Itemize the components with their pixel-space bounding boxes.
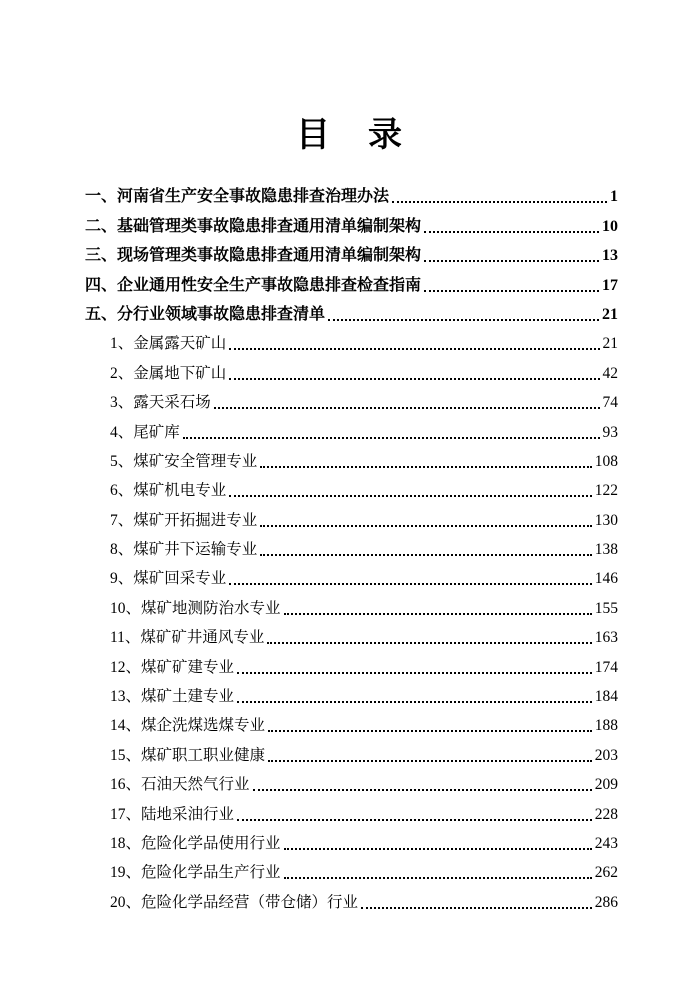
toc-entry[interactable] xyxy=(85,854,618,883)
toc-entry-label: 五、分行业领域事故隐患排查清单 xyxy=(85,305,326,323)
toc-entry-page-number: 286 xyxy=(594,893,618,911)
toc-entry-label: 7、煤矿开拓掘进专业 xyxy=(110,511,258,529)
toc-entry-page-number: 262 xyxy=(594,864,618,882)
dotted-leader xyxy=(229,378,599,380)
toc-entry-label: 2、金属地下矿山 xyxy=(110,364,227,382)
toc-entry[interactable] xyxy=(85,795,618,824)
page-title: 目 录 xyxy=(296,117,404,154)
toc-entry-label: 17、陆地采油行业 xyxy=(110,805,235,823)
toc-entry-label: 9、煤矿回采专业 xyxy=(110,570,227,588)
dotted-leader xyxy=(392,201,607,203)
dotted-leader xyxy=(214,407,600,409)
toc-entry[interactable] xyxy=(85,678,618,707)
toc-entry[interactable] xyxy=(85,501,618,530)
toc-entry-page-number: 203 xyxy=(594,746,618,764)
toc-entry-page-number: 155 xyxy=(594,599,618,617)
toc-entry-page-number: 17 xyxy=(602,276,618,294)
toc-entry-label: 三、现场管理类事故隐患排查通用清单编制架构 xyxy=(85,247,422,265)
dotted-leader xyxy=(237,819,592,821)
toc-entry-page-number: 209 xyxy=(594,776,618,794)
dotted-leader xyxy=(229,583,591,585)
toc-entry-label: 11、煤矿矿井通风专业 xyxy=(110,629,265,647)
toc-entry[interactable] xyxy=(85,707,618,736)
toc-entry-page-number: 243 xyxy=(594,834,618,852)
toc-entry[interactable] xyxy=(85,384,618,413)
dotted-leader xyxy=(229,348,599,350)
dotted-leader xyxy=(284,613,592,615)
toc-entry-page-number: 1 xyxy=(610,188,618,206)
toc-entry-label: 12、煤矿矿建专业 xyxy=(110,658,235,676)
toc-entry-page-number: 184 xyxy=(594,688,618,706)
toc-entry-label: 18、危险化学品使用行业 xyxy=(110,834,281,852)
dotted-leader xyxy=(267,642,591,644)
toc-entry-page-number: 21 xyxy=(602,335,618,353)
toc-entry-label: 1、金属露天矿山 xyxy=(110,335,227,353)
dotted-leader xyxy=(284,877,592,879)
toc-list xyxy=(0,178,700,913)
toc-entry-label: 16、石油天然气行业 xyxy=(110,776,250,794)
toc-entry[interactable] xyxy=(85,325,618,354)
toc-entry-page-number: 228 xyxy=(594,805,618,823)
toc-entry-page-number: 122 xyxy=(594,482,618,500)
toc-entry-label: 二、基础管理类事故隐患排查通用清单编制架构 xyxy=(85,217,422,235)
toc-entry-page-number: 138 xyxy=(594,541,618,559)
toc-entry-label: 5、煤矿安全管理专业 xyxy=(110,452,258,470)
toc-entry-label: 3、露天采石场 xyxy=(110,394,211,412)
toc-entry-label: 20、危险化学品经营（带仓储）行业 xyxy=(110,893,359,911)
toc-entry-label: 四、企业通用性安全生产事故隐患排查检查指南 xyxy=(85,276,422,294)
toc-entry[interactable] xyxy=(85,560,618,589)
dotted-leader xyxy=(424,290,599,292)
dotted-leader xyxy=(237,701,592,703)
toc-entry[interactable] xyxy=(85,531,618,560)
dotted-leader xyxy=(229,495,591,497)
toc-entry-page-number: 108 xyxy=(594,452,618,470)
dotted-leader xyxy=(361,907,592,909)
toc-entry-page-number: 163 xyxy=(594,629,618,647)
toc-entry-page-number: 74 xyxy=(602,394,618,412)
dotted-leader xyxy=(328,319,599,321)
dotted-leader xyxy=(424,231,599,233)
toc-entry-label: 6、煤矿机电专业 xyxy=(110,482,227,500)
toc-entry-page-number: 93 xyxy=(602,423,618,441)
toc-entry[interactable] xyxy=(85,178,618,207)
toc-entry-page-number: 174 xyxy=(594,658,618,676)
toc-entry-page-number: 146 xyxy=(594,570,618,588)
toc-entry-label: 14、煤企洗煤选煤专业 xyxy=(110,717,266,735)
toc-entry-label: 一、河南省生产安全事故隐患排查治理办法 xyxy=(85,188,390,206)
toc-entry[interactable] xyxy=(85,766,618,795)
toc-entry-page-number: 10 xyxy=(602,217,618,235)
toc-entry-page-number: 42 xyxy=(602,364,618,382)
dotted-leader xyxy=(268,730,592,732)
toc-entry[interactable] xyxy=(85,413,618,442)
toc-entry-label: 19、危险化学品生产行业 xyxy=(110,864,281,882)
toc-entry-page-number: 13 xyxy=(602,247,618,265)
dotted-leader xyxy=(260,525,591,527)
toc-entry-label: 8、煤矿井下运输专业 xyxy=(110,541,258,559)
toc-entry-page-number: 21 xyxy=(602,305,618,323)
toc-entry[interactable] xyxy=(85,207,618,236)
dotted-leader xyxy=(268,760,592,762)
dotted-leader xyxy=(253,789,592,791)
toc-entry[interactable] xyxy=(85,825,618,854)
toc-entry-page-number: 130 xyxy=(594,511,618,529)
toc-entry[interactable] xyxy=(85,883,618,912)
toc-entry[interactable] xyxy=(85,619,618,648)
toc-entry-label: 4、尾矿库 xyxy=(110,423,180,441)
toc-entry[interactable] xyxy=(85,443,618,472)
dotted-leader xyxy=(260,554,591,556)
toc-entry-label: 10、煤矿地测防治水专业 xyxy=(110,599,281,617)
dotted-leader xyxy=(424,260,599,262)
toc-entry[interactable] xyxy=(85,237,618,266)
toc-entry[interactable] xyxy=(85,472,618,501)
dotted-leader xyxy=(183,437,600,439)
toc-entry-page-number: 188 xyxy=(594,717,618,735)
dotted-leader xyxy=(284,848,592,850)
toc-entry-label: 15、煤矿职工职业健康 xyxy=(110,746,266,764)
toc-entry[interactable] xyxy=(85,648,618,677)
toc-entry[interactable] xyxy=(85,354,618,383)
toc-entry[interactable] xyxy=(85,736,618,765)
dotted-leader xyxy=(260,466,591,468)
dotted-leader xyxy=(237,672,592,674)
toc-entry-label: 13、煤矿土建专业 xyxy=(110,688,235,706)
toc-entry[interactable] xyxy=(85,589,618,618)
toc-entry[interactable] xyxy=(85,266,618,295)
toc-entry[interactable] xyxy=(85,296,618,325)
